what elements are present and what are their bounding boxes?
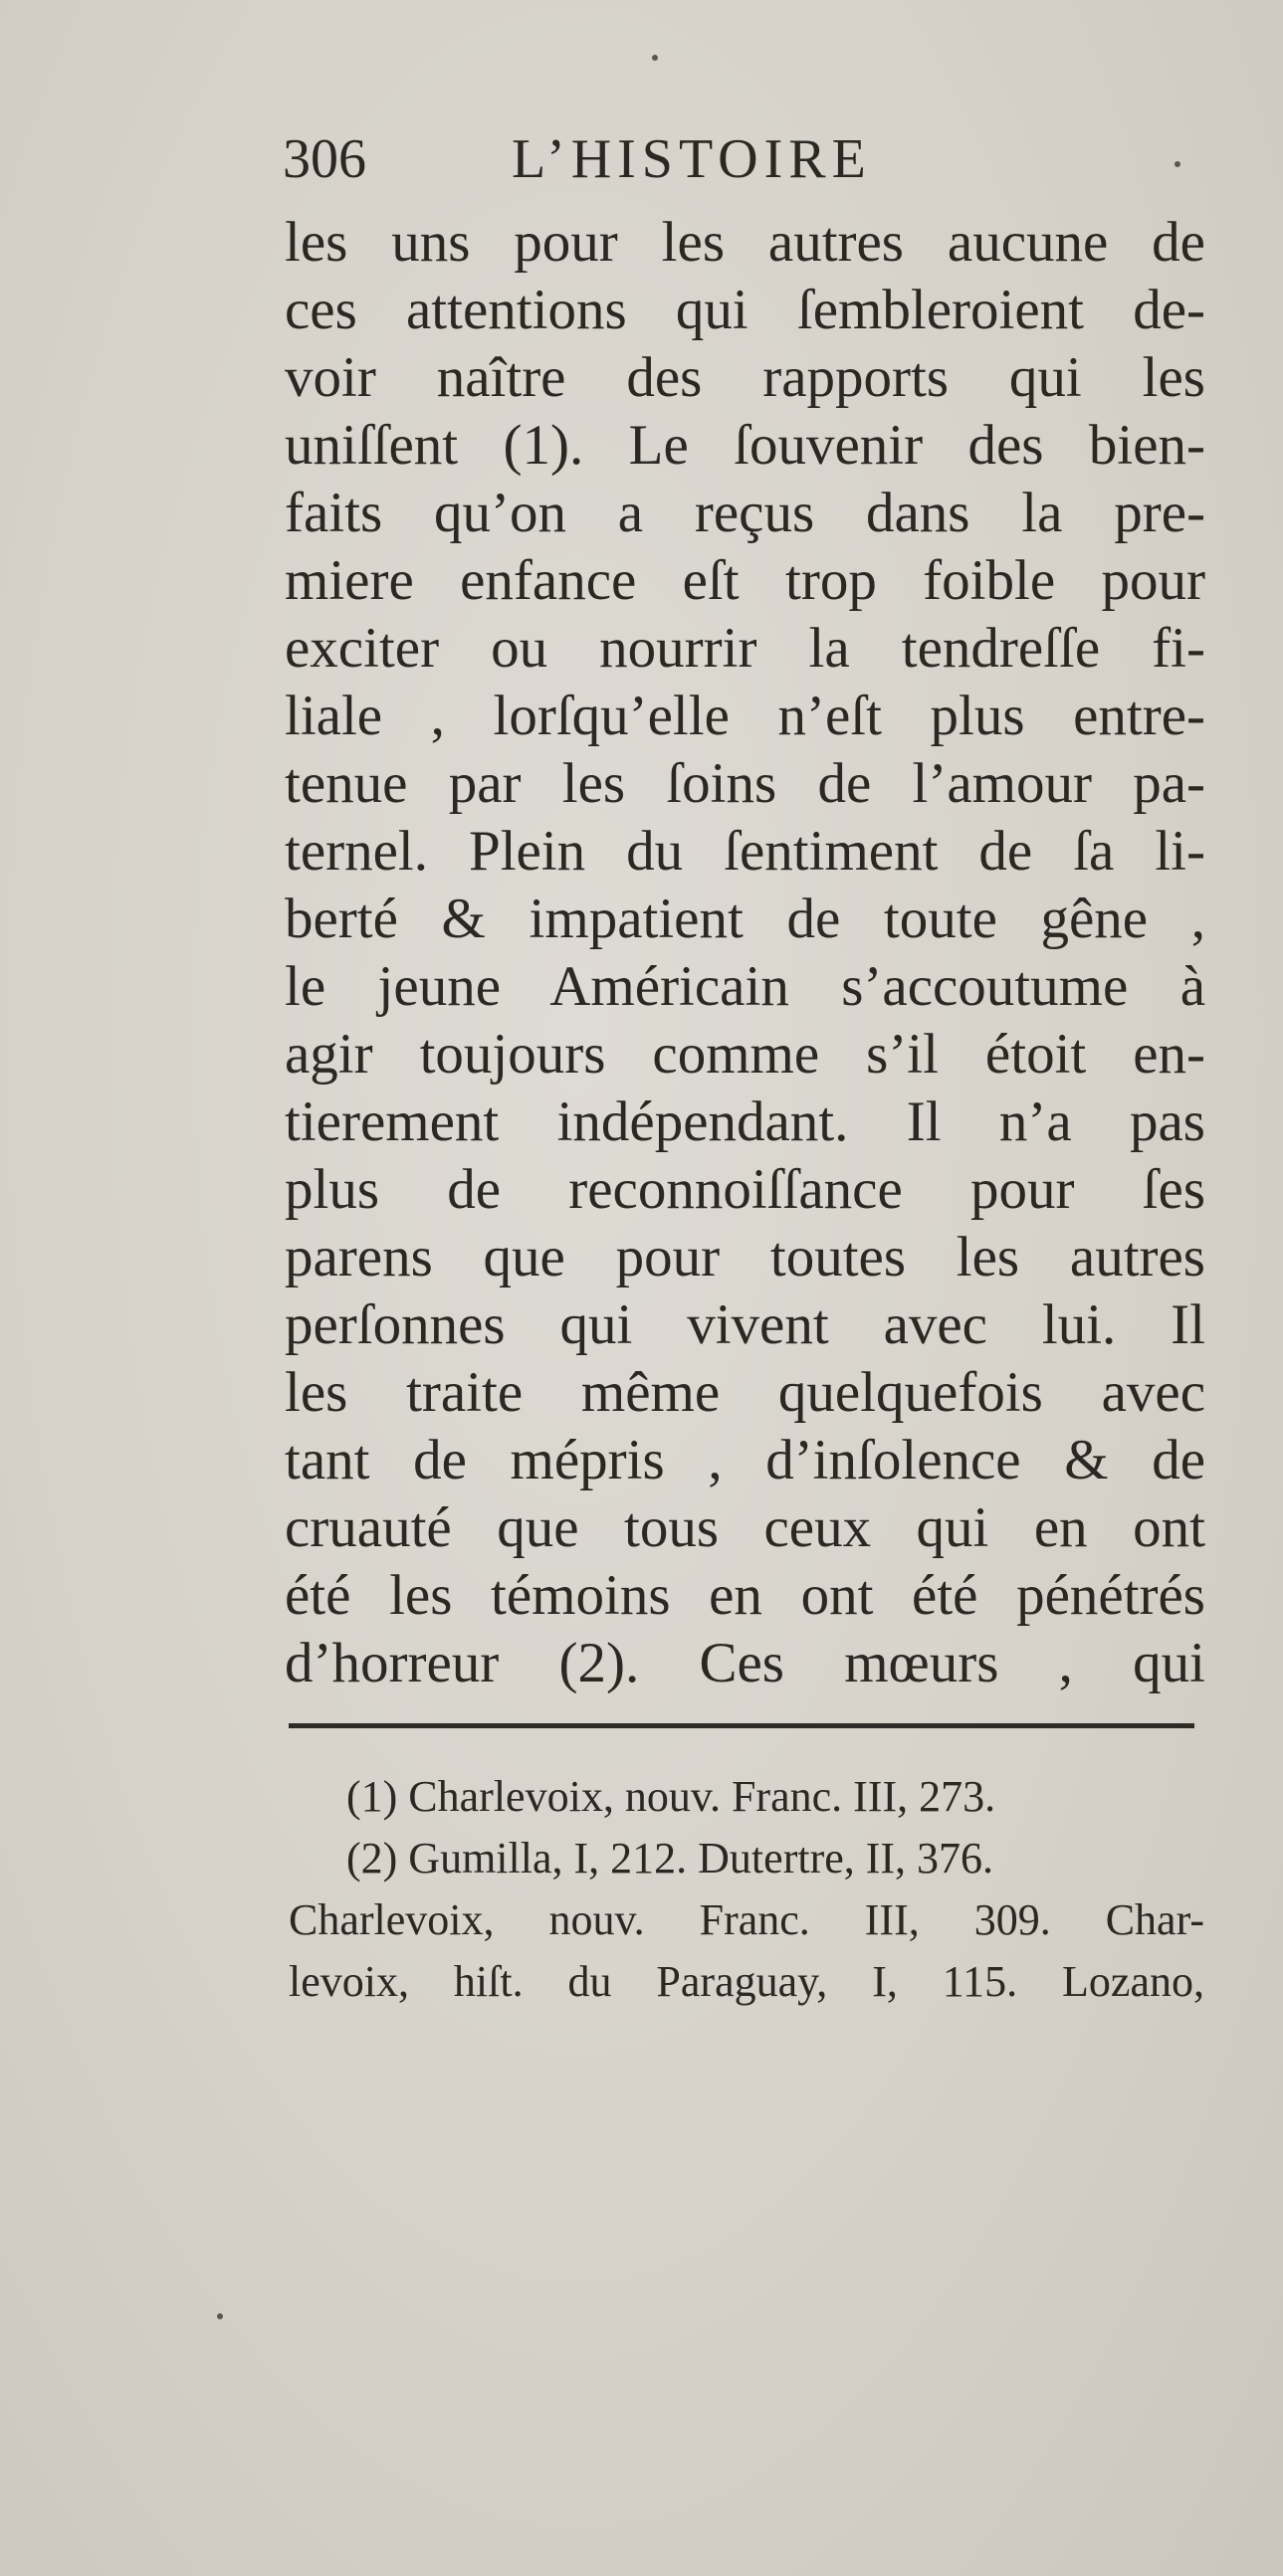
paper-speck [1175, 161, 1180, 167]
text-line: tenue par les ſoins de l’amour pa- [285, 752, 1205, 815]
text-line: plus de reconnoiſſance pour ſes [285, 1158, 1205, 1221]
text-line: parens que pour toutes les autres [285, 1226, 1205, 1288]
paper-speck [217, 2313, 223, 2319]
text-line: exciter ou nourrir la tendreſſe fi- [285, 617, 1205, 680]
paper-speck [652, 55, 658, 61]
text-line: été les témoins en ont été pénétrés [285, 1564, 1205, 1627]
text-line: liale , lorſqu’elle n’eſt plus entre- [285, 685, 1205, 747]
text-line: les traite même quelquefois avec [285, 1361, 1205, 1424]
text-line: miere enfance eſt trop foible pour [285, 549, 1205, 612]
text-line: ces attentions qui ſembleroient de- [285, 279, 1205, 341]
footnote-line: levoix, hiſt. du Paraguay, I, 115. Lozano, [289, 1957, 1204, 2006]
text-line: le jeune Américain s’accoutume à [285, 955, 1205, 1018]
footnote-line: Charlevoix, nouv. Franc. III, 309. Char- [289, 1895, 1204, 1944]
footnote-rule [289, 1723, 1194, 1728]
text-line: les uns pour les autres aucune de [285, 211, 1205, 274]
page-number: 306 [283, 128, 366, 190]
text-line: ternel. Plein du ſentiment de ſa li- [285, 820, 1205, 883]
text-line: uniſſent (1). Le ſouvenir des bien- [285, 414, 1205, 477]
footnote-line: (2) Gumilla, I, 212. Dutertre, II, 376. [346, 1834, 994, 1882]
text-line: tant de mépris , d’inſolence & de [285, 1429, 1205, 1491]
body-text [285, 209, 1205, 1697]
text-line: perſonnes qui vivent avec lui. Il [285, 1293, 1205, 1356]
text-line: voir naître des rapports qui les [285, 346, 1205, 409]
text-line: tierement indépendant. Il n’a pas [285, 1090, 1205, 1153]
running-title: L’HISTOIRE [512, 128, 872, 190]
footnotes [289, 1766, 1204, 2013]
page-header [283, 119, 1198, 199]
text-line: cruauté que tous ceux qui en ont [285, 1496, 1205, 1559]
text-line: faits qu’on a reçus dans la pre- [285, 482, 1205, 544]
text-line: agir toujours comme s’il étoit en- [285, 1023, 1205, 1086]
text-line: d’horreur (2). Ces mœurs , qui [285, 1632, 1205, 1694]
footnote-line: (1) Charlevoix, nouv. Franc. III, 273. [346, 1772, 996, 1821]
text-line: berté & impatient de toute gêne , [285, 888, 1205, 950]
